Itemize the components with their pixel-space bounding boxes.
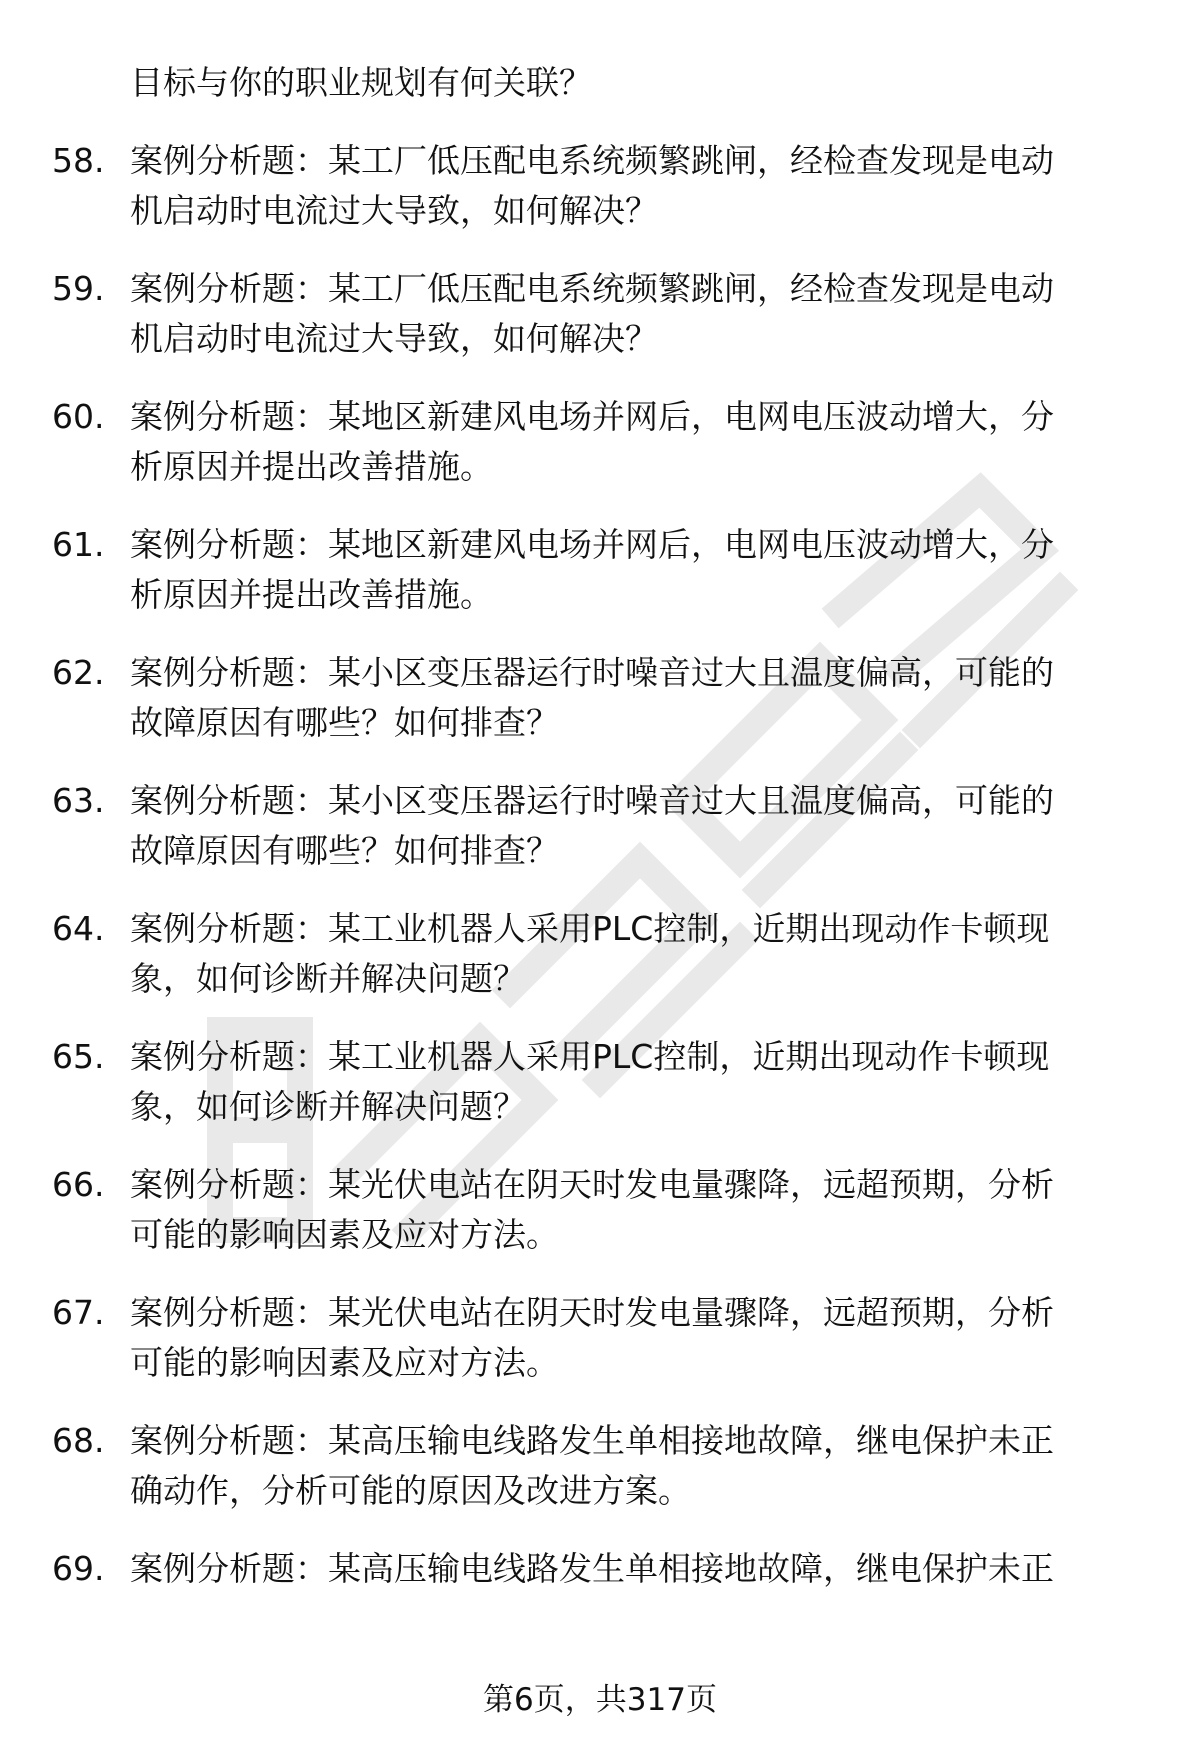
question-item: [0, 1544, 1200, 1644]
question-text-line1: 案例分析题：某小区变压器运行时噪音过大且温度偏高，可能的: [130, 781, 1054, 820]
question-item: [0, 136, 1200, 236]
question-text-line1: 案例分析题：某工业机器人采用PLC控制，近期出现动作卡顿现: [130, 909, 1050, 948]
question-text-line1: 案例分析题：某工厂低压配电系统频繁跳闸，经检查发现是电动: [130, 269, 1054, 308]
page-footer: 第6页，共317页: [483, 1682, 717, 1718]
question-number: 69.: [52, 1549, 105, 1588]
question-number: 63.: [52, 781, 105, 820]
question-item: [0, 1416, 1200, 1516]
question-number: 65.: [52, 1037, 105, 1076]
question-text-line1: 案例分析题：某高压输电线路发生单相接地故障，继电保护未正: [130, 1421, 1054, 1460]
question-number: 68.: [52, 1421, 105, 1460]
question-text-line1: 案例分析题：某光伏电站在阴天时发电量骤降，远超预期，分析: [130, 1293, 1054, 1332]
question-number: 59.: [52, 269, 105, 308]
question-text-line1: 案例分析题：某小区变压器运行时噪音过大且温度偏高，可能的: [130, 653, 1054, 692]
question-number: 66.: [52, 1165, 105, 1204]
question-number: 61.: [52, 525, 105, 564]
question-text-line2: 象，如何诊断并解决问题？: [130, 1087, 526, 1126]
question-text-line2: 可能的影响因素及应对方法。: [130, 1343, 559, 1382]
question-text-line1: 案例分析题：某工业机器人采用PLC控制，近期出现动作卡顿现: [130, 1037, 1050, 1076]
question-text-line1: 案例分析题：某高压输电线路发生单相接地故障，继电保护未正: [130, 1549, 1054, 1588]
question-text-line2: 可能的影响因素及应对方法。: [130, 1215, 559, 1254]
question-text-line2: 析原因并提出改善措施。: [130, 575, 493, 614]
question-item: [0, 1032, 1200, 1132]
document-body: [0, 58, 1200, 1644]
question-item: [0, 648, 1200, 748]
question-text-line2: 机启动时电流过大导致，如何解决？: [130, 319, 658, 358]
question-text-line2: 析原因并提出改善措施。: [130, 447, 493, 486]
question-item: [0, 1160, 1200, 1260]
continuation-text: 目标与你的职业规划有何关联？: [130, 63, 592, 102]
question-text-line1: 案例分析题：某工厂低压配电系统频繁跳闸，经检查发现是电动: [130, 141, 1054, 180]
question-number: 64.: [52, 909, 105, 948]
question-item: [0, 904, 1200, 1004]
question-text-line1: 案例分析题：某光伏电站在阴天时发电量骤降，远超预期，分析: [130, 1165, 1054, 1204]
question-text-line2: 确动作，分析可能的原因及改进方案。: [130, 1471, 691, 1510]
question-item: [0, 520, 1200, 620]
question-item: [0, 776, 1200, 876]
question-text-line2: 故障原因有哪些？如何排查？: [130, 703, 559, 742]
question-text-line1: 案例分析题：某地区新建风电场并网后，电网电压波动增大，分: [130, 397, 1054, 436]
question-text-line2: 故障原因有哪些？如何排查？: [130, 831, 559, 870]
question-text-line2: 机启动时电流过大导致，如何解决？: [130, 191, 658, 230]
question-number: 58.: [52, 141, 105, 180]
question-item: [0, 392, 1200, 492]
question-number: 67.: [52, 1293, 105, 1332]
question-text-line2: 象，如何诊断并解决问题？: [130, 959, 526, 998]
question-list: [0, 136, 1200, 1644]
question-text-line1: 案例分析题：某地区新建风电场并网后，电网电压波动增大，分: [130, 525, 1054, 564]
question-item: [0, 264, 1200, 364]
question-number: 60.: [52, 397, 105, 436]
question-number: 62.: [52, 653, 105, 692]
question-item: [0, 1288, 1200, 1388]
